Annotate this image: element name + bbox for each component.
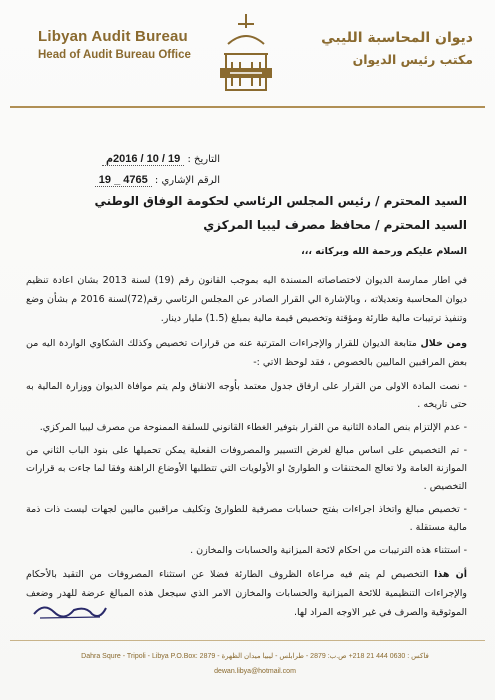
header-english: [38, 28, 191, 61]
reference-label: الرقم الإشاري :: [154, 175, 220, 186]
org-name-ar: ديوان المحاسبة الليبي: [321, 30, 473, 46]
letter-body: [26, 194, 467, 628]
date-value: 19 / 10 / 2016م: [102, 153, 184, 166]
recipient-2: السيد المحترم / محافظ مصرف ليبيا المركزي: [203, 218, 467, 232]
list-item: - عدم الإلتزام بنص المادة الثانية من القرار بتوفير الغطاء القانوني للسلفة الممنوحة من مصرف ليبيا المركزي.: [26, 419, 467, 437]
header-divider: [10, 106, 485, 108]
paragraph-observation-lead: ومن خلال: [420, 338, 467, 349]
paragraph-conclusion-lead: أن هذا: [434, 569, 467, 580]
date-label: التاريخ :: [187, 154, 220, 165]
list-item: - نصت المادة الاولى من القرار على ارفاق جدول معتمد بأوجه الانفاق ولم يتم موافاة الديوان ووزارة المالية به حتى تاريخه .: [26, 378, 467, 414]
reference-block: [70, 152, 220, 195]
signature-mark-icon: [30, 600, 110, 622]
footer-email: dewan.libya@hotmail.com: [214, 668, 296, 675]
reference-value: 4765 _ 19: [95, 174, 152, 187]
paragraph-intro: في اطار ممارسة الديوان لاختصاصاته المسندة اليه بموجب القانون رقم (19) لسنة 2013 بشان اعادة تنظيم ديوان المحاسبة وتعديلاته ، وبالإشارة الي القرار الصادر عن المجلس الرئاسي رقم(72)لسنة 2016 م بشأن وضع وتنفيذ ترتيبات مالية طارئة ومؤقتة وتخصيص قيمة مالية بمبلغ (1.5) مليار دينار.: [26, 275, 468, 324]
observations-list: [26, 378, 467, 560]
org-name-en: Libyan Audit Bureau: [38, 28, 188, 45]
footer: [40, 652, 470, 675]
header-arabic: [321, 30, 473, 67]
greeting: السلام عليكم ورحمة الله وبركاته ،،،: [301, 246, 467, 257]
date-row: [70, 152, 220, 165]
reference-row: [70, 174, 220, 186]
list-item: - استثناء هذه الترتيبات من احكام لائحة الميزانية والحسابات والمخازن .: [26, 542, 467, 560]
recipient-1: السيد المحترم / رئيس المجلس الرئاسي لحكومة الوفاق الوطني: [94, 194, 467, 208]
office-name-en: Head of Audit Bureau Office: [38, 49, 191, 61]
office-name-ar: مكتب رئيس الديوان: [352, 52, 473, 67]
footer-divider: [10, 640, 485, 641]
footer-address: Dahra Squre - Tripoli - Libya P.O.Box: 2879 - فاكس : 0630 444 21 218+ ص.ب: 2879 - طرابلس - ليبيا ميدان الظهرة: [81, 653, 429, 660]
paragraph-observation-text: متابعة الديوان للقرار والإجراءات المترتبة عنه من قرارات تخصيص وكذلك الشكاوي الواردة اليه من بعض المراقبين الماليين بالخصوص ، فقد لوحظ الاتي :-: [26, 338, 467, 368]
paragraph-conclusion-text: التخصيص لم يتم فيه مراعاة الظروف الطارئة فضلا عن استثناء المصروفات من التقيد بالأحكام والإجراءات التنظيمية للائحة الميزانية والحسابات والمخازن الامر الذي سيجعل هذه المبالغ عرضة للهدر وضعف الموثوقية والصرف في غير الاوجه المراد لها.: [26, 569, 467, 618]
paragraph-observation: [26, 334, 467, 372]
list-item: - تخصيص مبالغ واتخاذ اجراءات بفتح حسابات مصرفية للطوارئ وتكليف مراقبين ماليين لجهات ليست ذات ذمة مالية مستقلة .: [26, 501, 467, 537]
audit-bureau-logo-icon: [216, 10, 276, 98]
list-item: - تم التخصيص على اساس مبالغ لغرض التسيير والمصروفات الفعلية يمكن تحميلها على بنود الباب الثاني من الموازنة العامة ولا تعالج المختنقات و الطوارئ او الأولويات التي تتطلبها الأوضاع الراهنة وفقا لما جاءت به قرارات التخصيص .: [26, 442, 467, 496]
